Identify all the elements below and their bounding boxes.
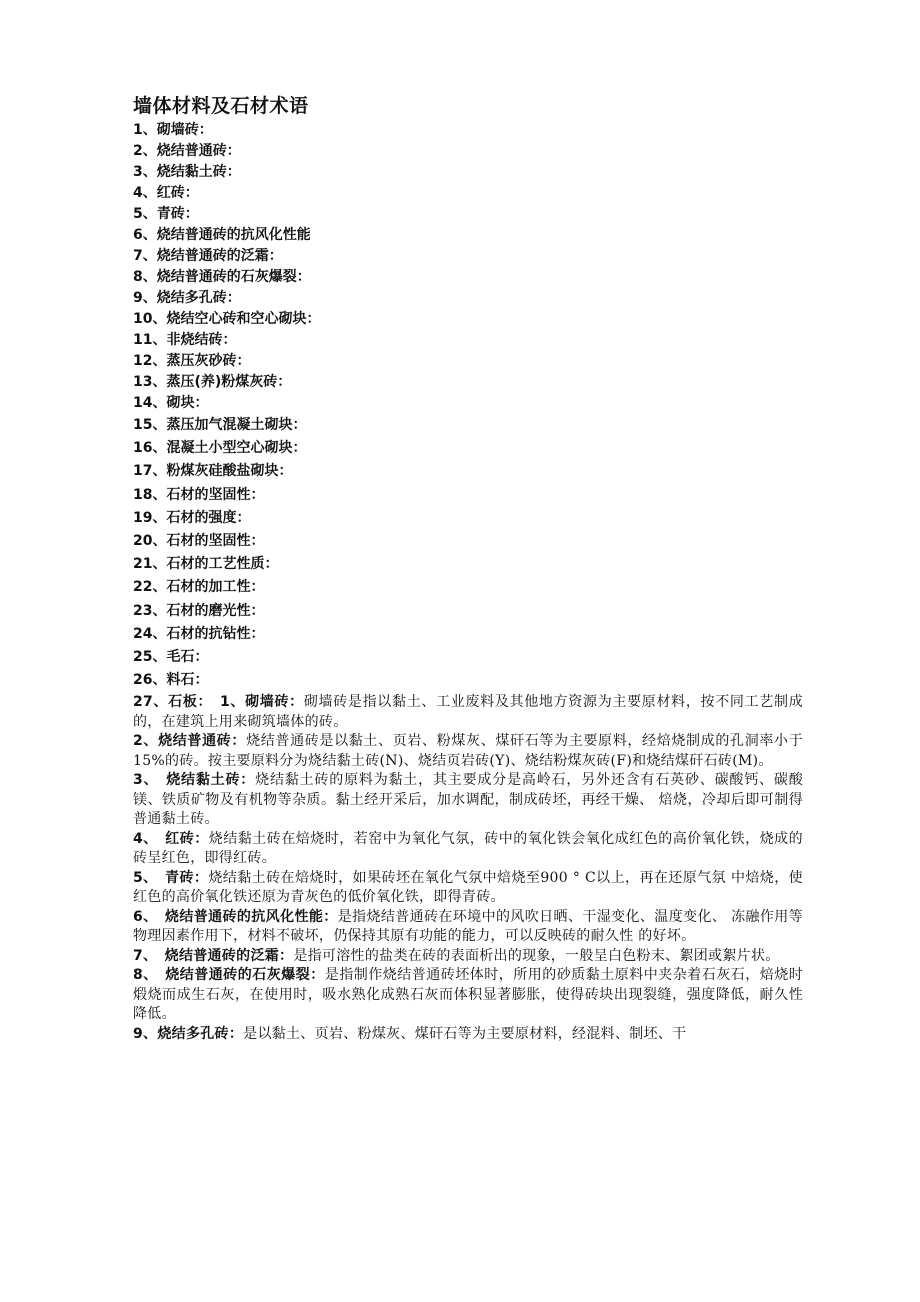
definition-term: 8、 烧结普通砖的石灰爆裂： (133, 967, 325, 984)
term-list-item: 25、毛石： (133, 649, 209, 666)
definition-text: 是指可溶性的盐类在砖的表面析出的现象，一般呈白色粉末、絮团或絮片状。 (293, 947, 780, 964)
definition-term: 27、石板： 1、砌墙砖： (133, 694, 304, 711)
definition-paragraph (133, 693, 803, 732)
term-list-item: 14、砌块： (133, 395, 209, 411)
definition-term: 6、 烧结普通砖的抗风化性能： (133, 908, 338, 925)
term-list-item: 4、红砖： (133, 185, 199, 201)
document-title: 墙体材料及石材术语 (133, 95, 309, 117)
term-list-item: 20、石材的坚固性： (133, 533, 265, 550)
definition-term: 3、 烧结黏土砖： (133, 772, 256, 789)
term-list-item: 10、烧结空心砖和空心砌块： (133, 311, 321, 327)
term-list-item: 8、烧结普通砖的石灰爆裂： (133, 269, 311, 285)
term-list-item: 19、石材的强度： (133, 509, 251, 526)
definition-term: 2、烧结普通砖： (133, 733, 247, 750)
definition-paragraph (133, 908, 803, 947)
term-list-item: 12、蒸压灰砂砖： (133, 353, 251, 369)
term-list-item: 2、烧结普通砖： (133, 143, 241, 159)
definition-paragraph (133, 947, 803, 967)
definition-text: 烧结黏土砖在焙烧时，若窑中为氧化气氛，砖中的氧化铁会氧化成红色的高价氧化铁，烧成的砖呈红色，即得红砖。 (133, 830, 803, 867)
term-list-item: 15、蒸压加气混凝土砌块： (133, 417, 307, 433)
definition-text: 烧结普通砖是以黏土、页岩、粉煤灰、煤矸石等为主要原料，经焙烧制成的孔洞率小于15%的砖。按主要原料分为烧结黏土砖(N)、烧结页岩砖(Y)、烧结粉煤灰砖(F)和烧结煤矸石砖(M)。 (133, 733, 803, 769)
term-list-item: 3、烧结黏土砖： (133, 164, 241, 180)
definition-text: 烧结黏土砖在焙烧时，如果砖坯在氧化气氛中焙烧至900 ° C以上，再在还原气氛 中焙烧，使红色的高价氧化铁还原为青灰色的低价氧化铁，即得青砖。 (133, 869, 803, 906)
term-list-item: 22、石材的加工性： (133, 579, 265, 596)
definition-text: 是指烧结普通砖在环境中的风吹日晒、干湿变化、温度变化、 冻融作用等物理因素作用下，材料不破坏，仍保持其原有功能的能力，可以反映砖的耐久性 的好坏。 (133, 908, 803, 945)
definition-paragraph (133, 869, 803, 908)
definition-term: 4、 红砖： (133, 830, 209, 847)
term-list-item: 17、粉煤灰硅酸盐砌块： (133, 463, 293, 480)
definition-paragraph (133, 966, 803, 1025)
term-list-item: 7、烧结普通砖的泛霜： (133, 248, 283, 264)
term-list-item: 1、砌墙砖： (133, 122, 213, 138)
term-list-item: 9、烧结多孔砖： (133, 290, 241, 306)
definition-term: 9、烧结多孔砖： (133, 1025, 244, 1042)
definition-term: 7、 烧结普通砖的泛霜： (133, 947, 294, 964)
term-list-item: 5、青砖： (133, 206, 199, 222)
definition-text: 砌墙砖是指以黏土、工业废料及其他地方资源为主要原材料，按不同工艺制成 的，在建筑上用来砌筑墙体的砖。 (133, 694, 804, 730)
term-list-item: 18、石材的坚固性： (133, 486, 265, 503)
term-list-item: 21、石材的工艺性质： (133, 556, 279, 573)
definition-paragraph (133, 830, 803, 869)
definition-paragraph (133, 771, 803, 830)
definition-text: 烧结黏土砖的原料为黏土，其主要成分是高岭石，另外还含有石英砂、碳酸钙、碳酸镁、铁质矿物及有机物等杂质。黏土经开采后，加水调配，制成砖坯，再经干燥、 焙烧，冷却后即可制得普通黏土砖。 (133, 772, 803, 828)
definition-text: 是指制作烧结普通砖坯体时，所用的砂质黏土原料中夹杂着石灰石，焙烧时煅烧而成生石灰，在使用时，吸水熟化成熟石灰而体积显著膨胀，使得砖块出现裂缝，强度降低，耐久性降低。 (133, 967, 803, 1023)
term-list-item: 6、烧结普通砖的抗风化性能 (133, 227, 311, 243)
term-list-item: 26、料石： (133, 672, 209, 689)
definition-paragraph (133, 732, 803, 771)
term-list-item: 11、非烧结砖： (133, 332, 237, 348)
document-page (133, 92, 803, 1044)
term-list-item: 13、蒸压(养)粉煤灰砖： (133, 374, 292, 390)
definition-paragraph (133, 1025, 803, 1045)
term-list-item: 16、混凝土小型空心砌块： (133, 440, 307, 457)
definition-text: 是以黏土、页岩、粉煤灰、煤矸石等为主要原材料，经混料、制坯、干 (243, 1025, 687, 1042)
term-list (133, 120, 803, 692)
definition-term: 5、 青砖： (133, 869, 209, 886)
term-list-item: 23、石材的磨光性： (133, 602, 265, 619)
term-list-item: 24、石材的抗钻性： (133, 625, 265, 642)
